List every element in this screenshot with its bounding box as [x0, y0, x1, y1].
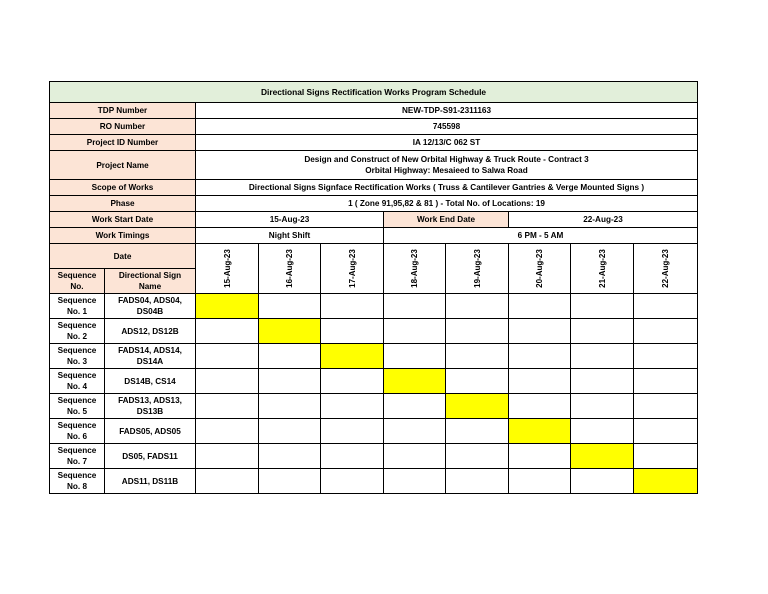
- scheduled-day-cell: [571, 444, 634, 469]
- sequence-text: Sequence: [57, 346, 97, 355]
- project-name-value: [196, 151, 698, 180]
- schedule-row: [50, 344, 698, 369]
- schedule-cell: [634, 419, 698, 444]
- sign-name-cell: [105, 394, 196, 419]
- schedule-rows: [50, 294, 698, 494]
- schedule-row: [50, 394, 698, 419]
- schedule-cell: [196, 469, 259, 494]
- schedule-row: [50, 369, 698, 394]
- sign-name-cell: [105, 319, 196, 344]
- schedule-cell: [571, 394, 634, 419]
- sequence-header-line2: No.: [70, 282, 84, 291]
- schedule-cell: [321, 294, 384, 319]
- sequence-text: Sequence: [57, 296, 97, 305]
- scheduled-day-cell: [384, 369, 446, 394]
- schedule-cell: [196, 319, 259, 344]
- scheduled-day-cell: [196, 294, 259, 319]
- work-end-label: Work End Date: [384, 212, 509, 228]
- date-column-label: 20-Aug-23: [535, 249, 544, 288]
- sequence-text: No. 4: [66, 382, 88, 391]
- schedule-row: [50, 469, 698, 494]
- schedule-cell: [196, 344, 259, 369]
- sequence-cell: [50, 394, 105, 419]
- schedule-title: Directional Signs Rectification Works Program Schedule: [50, 82, 698, 103]
- sign-name-cell: [105, 369, 196, 394]
- schedule-cell: [384, 419, 446, 444]
- schedule-cell: [509, 444, 571, 469]
- scheduled-day-cell: [259, 319, 321, 344]
- schedule-cell: [571, 319, 634, 344]
- sequence-text: No. 7: [66, 457, 88, 466]
- sequence-cell: [50, 469, 105, 494]
- sequence-text: No. 5: [66, 407, 88, 416]
- date-label: Date: [50, 244, 196, 269]
- sequence-cell: [50, 319, 105, 344]
- sequence-text: No. 8: [66, 482, 88, 491]
- schedule-row: [50, 419, 698, 444]
- tdp-value: NEW-TDP-S91-2311163: [196, 103, 698, 119]
- project-name-line1: Design and Construct of New Orbital Highway & Truck Route - Contract 3: [304, 155, 589, 164]
- sign-name-cell: [105, 419, 196, 444]
- schedule-cell: [634, 344, 698, 369]
- scheduled-day-cell: [634, 469, 698, 494]
- sequence-text: No. 6: [66, 432, 88, 441]
- sign-name-text: ADS12, DS12B: [121, 326, 179, 336]
- schedule-cell: [446, 319, 509, 344]
- date-column-label: 19-Aug-23: [472, 249, 482, 288]
- date-column-header: [634, 244, 698, 294]
- schedule-row: [50, 319, 698, 344]
- schedule-cell: [259, 444, 321, 469]
- work-timings-value: Night Shift: [196, 228, 384, 244]
- date-column-label: 21-Aug-23: [597, 249, 607, 288]
- date-column-label: 16-Aug-23: [285, 249, 294, 288]
- sign-name-text: FADS05, ADS05: [119, 426, 181, 436]
- schedule-cell: [509, 469, 571, 494]
- schedule-cell: [634, 444, 698, 469]
- tdp-row: [50, 103, 698, 119]
- sequence-text: Sequence: [57, 446, 97, 455]
- schedule-cell: [321, 444, 384, 469]
- sequence-text: No. 1: [66, 307, 88, 316]
- schedule-cell: [321, 369, 384, 394]
- scheduled-day-cell: [321, 344, 384, 369]
- ro-value: 745598: [196, 119, 698, 135]
- ro-row: [50, 119, 698, 135]
- sequence-cell: [50, 294, 105, 319]
- schedule-cell: [321, 319, 384, 344]
- tdp-label: TDP Number: [50, 103, 196, 119]
- schedule-cell: [196, 394, 259, 419]
- sequence-column-header: [50, 269, 105, 294]
- phase-label: Phase: [50, 196, 196, 212]
- schedule-cell: [446, 469, 509, 494]
- sign-name-text: DS14A: [136, 357, 164, 366]
- sign-name-text: DS05, FADS11: [122, 451, 178, 461]
- schedule-row: [50, 444, 698, 469]
- schedule-cell: [571, 369, 634, 394]
- schedule-table: [49, 81, 698, 494]
- date-column-header: [196, 244, 259, 294]
- schedule-cell: [446, 419, 509, 444]
- schedule-cell: [384, 294, 446, 319]
- sign-name-text: FADS04, ADS04,: [118, 296, 182, 305]
- schedule-cell: [384, 444, 446, 469]
- work-timings-hours: 6 PM - 5 AM: [384, 228, 698, 244]
- schedule-row: [50, 294, 698, 319]
- sign-header-line2: Name: [138, 282, 162, 291]
- sequence-text: Sequence: [57, 396, 97, 405]
- phase-value: 1 ( Zone 91,95,82 & 81 ) - Total No. of Locations: 19: [196, 196, 698, 212]
- sequence-text: Sequence: [57, 471, 97, 480]
- schedule-cell: [509, 369, 571, 394]
- schedule-cell: [446, 444, 509, 469]
- schedule-cell: [509, 319, 571, 344]
- schedule-cell: [259, 294, 321, 319]
- project-id-label: Project ID Number: [50, 135, 196, 151]
- schedule-cell: [571, 419, 634, 444]
- date-header-row: [50, 244, 698, 269]
- sequence-cell: [50, 369, 105, 394]
- sequence-text: No. 2: [66, 332, 88, 341]
- sequence-text: Sequence: [57, 321, 97, 330]
- date-column-header: [571, 244, 634, 294]
- sequence-text: Sequence: [57, 421, 97, 430]
- schedule-cell: [384, 319, 446, 344]
- date-column-label: 18-Aug-23: [410, 249, 419, 288]
- schedule-cell: [259, 344, 321, 369]
- schedule-cell: [634, 319, 698, 344]
- schedule-cell: [259, 369, 321, 394]
- schedule-cell: [259, 419, 321, 444]
- date-column-label: 22-Aug-23: [661, 249, 670, 288]
- schedule-cell: [446, 369, 509, 394]
- project-id-value: IA 12/13/C 062 ST: [196, 135, 698, 151]
- sequence-text: No. 3: [66, 357, 88, 366]
- scope-row: [50, 180, 698, 196]
- schedule-cell: [634, 294, 698, 319]
- schedule-cell: [196, 369, 259, 394]
- project-name-line2: Orbital Highway: Mesaieed to Salwa Road: [365, 166, 528, 175]
- work-dates-row: [50, 212, 698, 228]
- schedule-cell: [321, 469, 384, 494]
- schedule-cell: [321, 419, 384, 444]
- sign-name-text: FADS14, ADS14,: [118, 346, 182, 355]
- scheduled-day-cell: [446, 394, 509, 419]
- schedule-cell: [509, 394, 571, 419]
- schedule-sheet: [49, 81, 697, 494]
- schedule-cell: [634, 369, 698, 394]
- sign-name-cell: [105, 444, 196, 469]
- schedule-cell: [509, 344, 571, 369]
- date-column-header: [446, 244, 509, 294]
- sign-name-cell: [105, 294, 196, 319]
- project-name-row: [50, 151, 698, 180]
- sign-name-column-header: [105, 269, 196, 294]
- project-id-row: [50, 135, 698, 151]
- schedule-cell: [446, 344, 509, 369]
- date-column-label: 15-Aug-23: [222, 249, 232, 288]
- schedule-cell: [196, 444, 259, 469]
- work-start-value: 15-Aug-23: [196, 212, 384, 228]
- work-end-value: 22-Aug-23: [509, 212, 698, 228]
- sequence-cell: [50, 444, 105, 469]
- schedule-cell: [259, 394, 321, 419]
- project-name-label: Project Name: [50, 151, 196, 180]
- scope-label: Scope of Works: [50, 180, 196, 196]
- sign-name-cell: [105, 344, 196, 369]
- sign-name-text: FADS13, ADS13,: [118, 396, 182, 405]
- sign-name-text: DS04B: [136, 307, 164, 316]
- date-column-header: [509, 244, 571, 294]
- schedule-cell: [384, 469, 446, 494]
- schedule-cell: [446, 294, 509, 319]
- sign-name-text: DS13B: [136, 407, 164, 416]
- schedule-cell: [509, 294, 571, 319]
- schedule-cell: [321, 394, 384, 419]
- sequence-text: Sequence: [57, 371, 97, 380]
- phase-row: [50, 196, 698, 212]
- sign-header-line1: Directional Sign: [118, 271, 182, 280]
- date-column-header: [259, 244, 321, 294]
- ro-label: RO Number: [50, 119, 196, 135]
- sign-name-cell: [105, 469, 196, 494]
- sequence-header-line1: Sequence: [57, 271, 97, 280]
- schedule-cell: [571, 344, 634, 369]
- schedule-cell: [634, 394, 698, 419]
- title-row: [50, 82, 698, 103]
- scope-value: Directional Signs Signface Rectification Works ( Truss & Cantilever Gantries & Verge Mounted Signs ): [196, 180, 698, 196]
- work-start-label: Work Start Date: [50, 212, 196, 228]
- work-timings-label: Work Timings: [50, 228, 196, 244]
- sequence-cell: [50, 419, 105, 444]
- schedule-cell: [571, 294, 634, 319]
- date-column-label: 17-Aug-23: [347, 249, 357, 288]
- schedule-cell: [384, 394, 446, 419]
- sequence-cell: [50, 344, 105, 369]
- date-column-header: [384, 244, 446, 294]
- schedule-cell: [384, 344, 446, 369]
- scheduled-day-cell: [509, 419, 571, 444]
- schedule-cell: [259, 469, 321, 494]
- schedule-cell: [571, 469, 634, 494]
- date-column-header: [321, 244, 384, 294]
- work-timings-row: [50, 228, 698, 244]
- sign-name-text: DS14B, CS14: [124, 376, 176, 386]
- schedule-cell: [196, 419, 259, 444]
- sign-name-text: ADS11, DS11B: [121, 476, 179, 486]
